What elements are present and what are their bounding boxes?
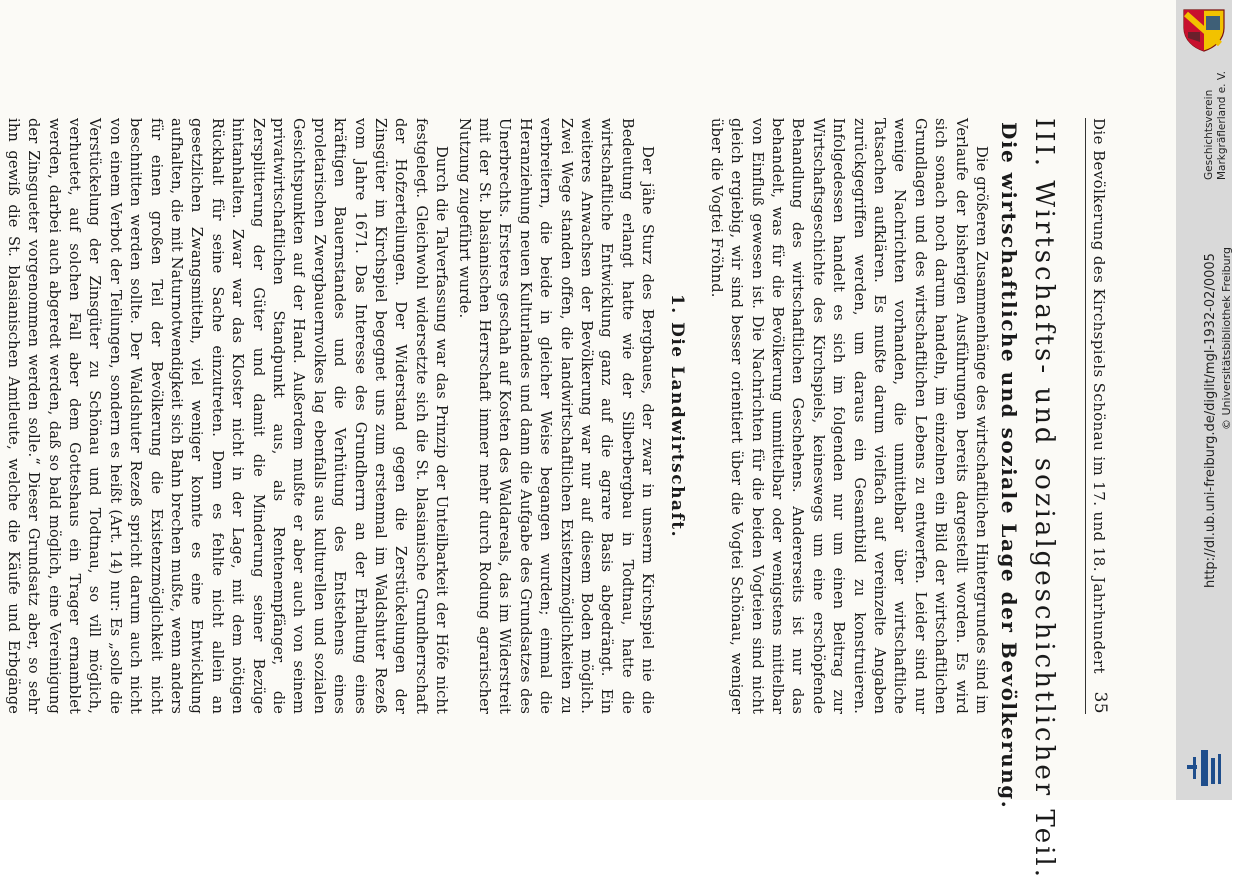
body-paragraph: Der jähe Sturz des Bergbaues, der zwar in unserm Kirchspiel nie die Bedeutung erlangt hatte wie der Silberbergbau in Todtnau, hatte die wirtschaftliche Entwicklung ganz auf die agrare Basis abgedrängt. Ein weiteres Anwachsen der Bevölkerung war nur auf diesem Boden möglich. Zwei Wege standen offen, die landwirtschaftlichen Existenzmöglichkeiten zu verbreitern, die beide in gleicher Weise begangen wurden; einmal die Heranziehung neuen Kulturlandes und dann die Aufgabe des Grundsatzes des Unerbrechts. Ersteres geschah auf Kosten des Waldareals, das im Widerstreit mit der St. blasianischen Herrschaft immer mehr durch Rodung agrarischer Nutzung zugeführt wurde. — [455, 118, 657, 714]
intro-paragraph: Die größeren Zusammenhänge des wirtschaftlichen Hintergrundes sind im Verlaufe der bisherigen Ausführungen bereits dargestellt worden. Es wird sich sonach noch darum handeln, im einzelnen ein Bild der wirtschaftlichen Grundlagen und des wirtschaftlichen Lebens zu entwerfen. Leider sind nur wenige Nachrichten vorhanden, die unmittelbar über wirtschaftliche Tatsachen aufklären. Es mußte darum vielfach auf vereinzelte Angaben zurückgegriffen werden, um daraus ein Gesamtbild zu konstruieren. Infolgedessen handelt es sich im folgenden nur um einen Beitrag zur Wirtschaftsgeschichte des Kirchspiels, keineswegs um eine erschöpfende Behandlung des wirtschaftlichen Geschehens. Andererseits ist nur das behandelt, was für die Bevölkerung unmittelbar oder wenigstens mittelbar von Einfluß gewesen ist. Die Nachrichten für die beiden Vogteien sind nicht gleich ergiebig, wir sind besser orientiert über die Vogtei Schönau, weniger über die Vogtei Fröhnd. — [707, 118, 990, 714]
ub-freiburg-logo-icon — [1183, 748, 1227, 788]
permalink-url[interactable]: http://dl.ub.uni-freiburg.de/diglit/mgl-1932-02/0005 — [1203, 253, 1218, 588]
page-body — [4, 118, 1112, 880]
chapter-heading: III. Wirtschafts- und sozialgeschichtlicher Teil. — [1029, 118, 1059, 880]
running-head: Die Bevölkerung des Kirchspiels Schönau im 17. und 18. Jahrhundert — [1090, 118, 1108, 674]
coat-of-arms-icon — [1180, 8, 1228, 52]
society-name-line-1: Geschichtsverein — [1203, 89, 1215, 180]
page-number: 35 — [1090, 691, 1110, 714]
section-heading: Die wirtschaftliche und soziale Lage der Bevölkerung. — [997, 122, 1021, 810]
body-paragraph: Durch die Talverfassung war das Prinzip der Unteilbarkeit der Höfe nicht festgelegt. Gleichwohl widersetzte sich die St. blasianische Grundherrschaft der Hofzerteilungen. Der Widerstand gegen die Zerstückelungen der Zinsgüter im Kirchspiel begegnet uns zum erstenmal im Waldshuter Rezeß vom Jahre 1671. Das Interesse des Grundherrn an der Erhaltung eines kräftigen Bauernstandes und die Verhütung des Entstehens eines proletarischen Zwergbauernvolkes lag ebenfalls aus kulturellen und sozialen Gesichtspunkten auf der Hand. Außerdem mußte er aber auch von seinem privatwirtschaftlichen Standpunkt aus, als Rentenempfänger, die Zersplitterung der Güter und damit die Minderung seiner Bezüge hintanhalten. Zwar war das Kloster nicht in der Lage, mit dem nötigen Rückhalt für seine Sache einzutreten. Denn es fehlte nicht allein an gesetzlichen Zwangsmitteln, viel weniger konnte es eine Entwicklung aufhalten, die mit Naturnotwendigkeit sich Bahn brechen mußte, wenn anders für einen großen Teil der Bevölkerung die Existenzmöglichkeit nicht beschnitten werden sollte. Der Waldshuter Rezeß spricht darum auch nicht von einem Verbot der Teilungen, sondern es heißt (Art. 14) nur: Es „solle die Verstückelung der Zinsgüter zu Schönau und Todtnau, so vill möglich, verhuetet, auf solchen Fall aber dem Gotteshaus ein Trager ernamblet werden, darbei auch abgeredt werden, daß so bald möglich, eine Vereinigung der Zinsgueter vorgenommen werden solle.“ Dieser Grundsatz aber, so sehr ihn gewiß die St. blasianischen Amtleute, welche die Käufe und Erbgänge — [4, 118, 451, 714]
page-header — [1085, 118, 1112, 714]
copyright-notice: © Universitätsbibliothek Freiburg — [1220, 247, 1233, 430]
subsection-heading: 1. Die Landwirtschaft. — [667, 293, 688, 539]
society-name-line-2: Markgräflerland e. V. — [1216, 70, 1228, 180]
